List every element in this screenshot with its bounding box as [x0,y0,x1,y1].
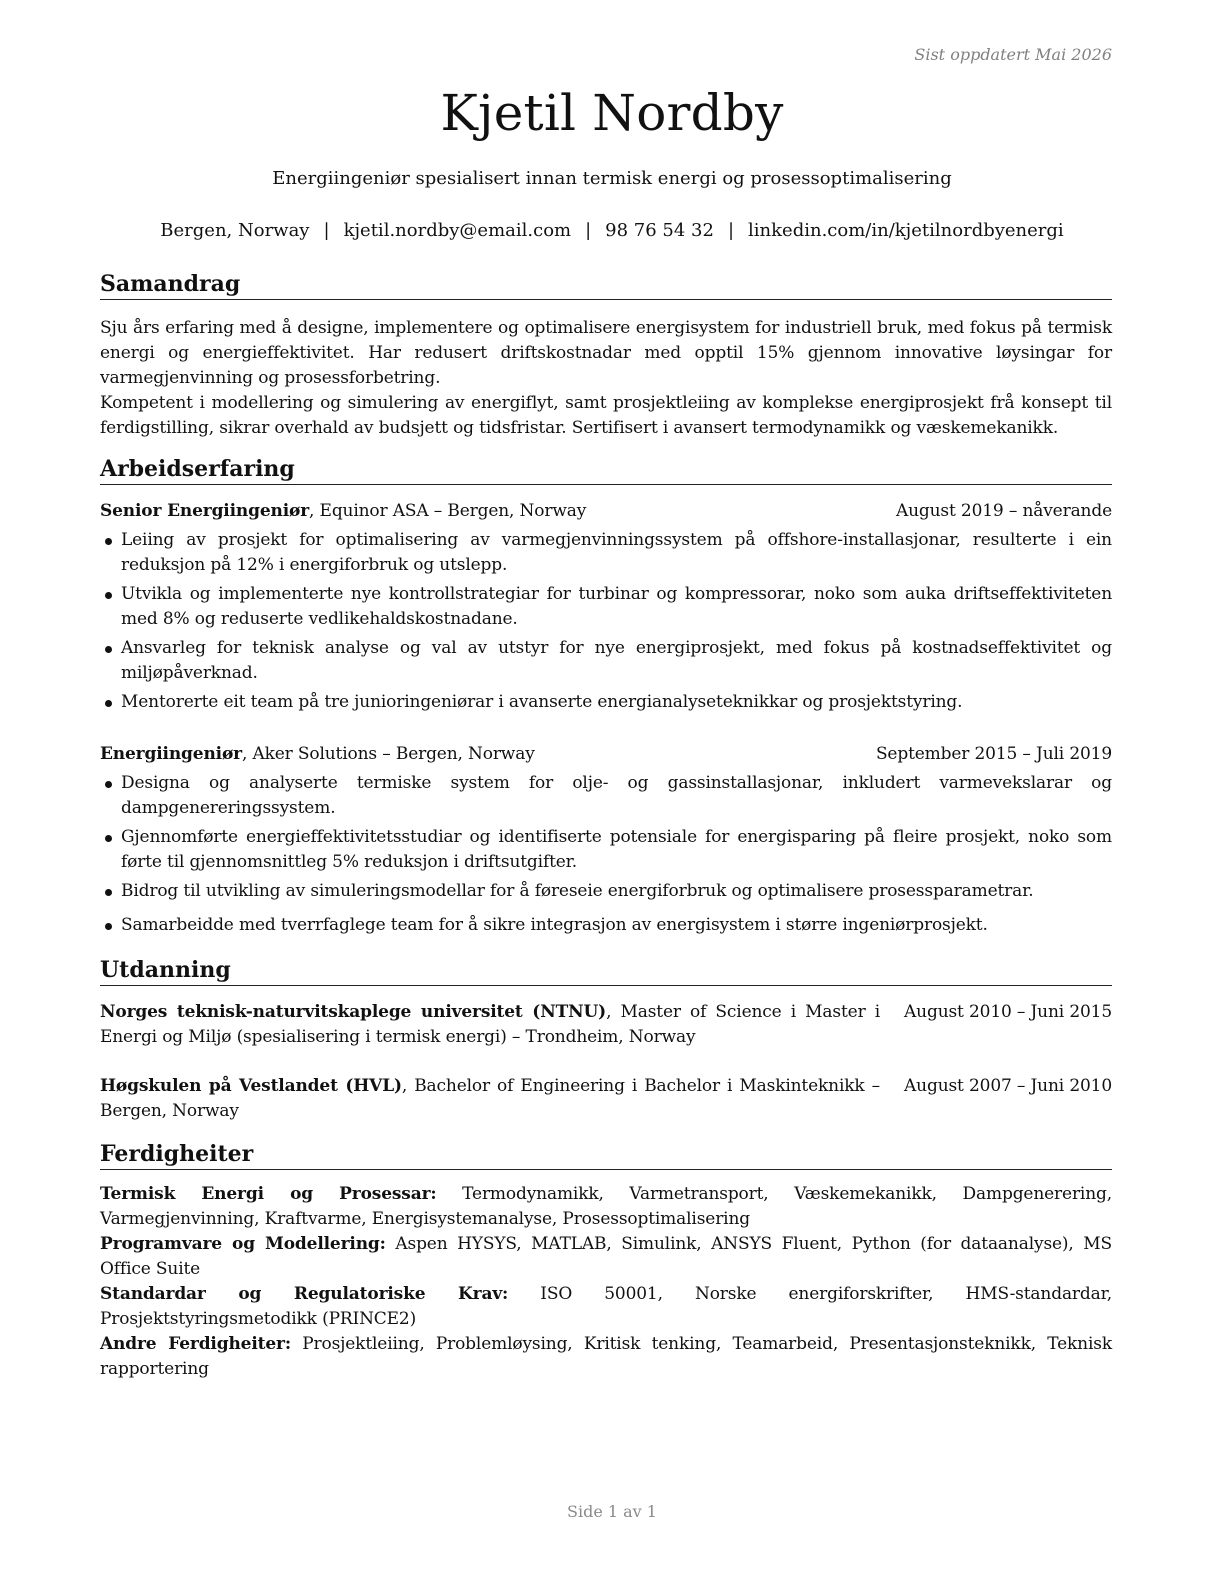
skill-label: Standardar og Regulatoriske Krav: [100,1284,509,1304]
education-dates: August 2010 – Juni 2015 [904,1002,1112,1022]
education-detail: , Bachelor of Engineering i Bachelor i Maskinteknikk – Bergen, Norway [100,1076,880,1121]
page-number: Side 1 av 1 [567,1502,657,1521]
job-entry [100,499,1112,715]
job-bullet: Designa og analyserte termiske system for olje- og gassinstallasjonar, inkludert varmevekslarar og dampgenereringssystem. [100,771,1112,821]
candidate-name: Kjetil Nordby [440,84,784,142]
contact-separator: | [323,220,330,241]
skill-text: Prosjektleiing, Problemløysing, Kritisk tenking, Teamarbeid, Presentasjonsteknikk, Teknisk rapportering [100,1334,1112,1379]
job-bullet: Mentorerte eit team på tre junioringeniørar i avanserte energianalyseteknikkar og prosjektstyring. [100,690,1112,715]
skill-row [100,1182,1112,1232]
skill-label: Andre Ferdigheiter: [100,1334,291,1354]
resume-body [100,270,1112,1382]
summary-paragraph: Sju års erfaring med å designe, implementere og optimalisere energisystem for industriell bruk, med fokus på termisk energi og energieffektivitet. Har redusert driftskostnadar med opptil 15% gjennom innovative løysingar for varmegjenvinning og prosessforbetring. [100,318,1112,388]
education-school: Høgskulen på Vestlandet (HVL) [100,1076,402,1096]
job-header [100,499,1112,524]
summary-paragraph: Kompetent i modellering og simulering av energiflyt, samt prosjektleiing av komplekse energiprosjekt frå konsept til ferdigstilling, sikrar overhald av budsjett og tidsfristar. Sertifisert i avansert termodynamikk og væskemekanikk. [100,393,1112,438]
education-school: Norges teknisk-naturvitskaplege universitet (NTNU) [100,1002,607,1022]
skill-row [100,1332,1112,1382]
job-company: , Equinor ASA – Bergen, Norway [309,501,587,521]
job-dates: August 2019 – nåverande [895,501,1112,521]
job-company: , Aker Solutions – Bergen, Norway [241,744,535,764]
job-title-line [100,499,586,524]
skill-text: Termodynamikk, Varmetransport, Væskemekanikk, Dampgenerering, Varmegjenvinning, Kraftvarme, Energisystemanalyse, Prosessoptimalisering [100,1184,1112,1229]
skill-text: Aspen HYSYS, MATLAB, Simulink, ANSYS Fluent, Python (for dataanalyse), MS Office Suite [100,1234,1112,1279]
education-dates: August 2007 – Juni 2010 [904,1076,1112,1096]
section-title-summary: Samandrag [100,270,1112,300]
job-bullets [100,528,1112,715]
skill-label: Programvare og Modellering: [100,1234,386,1254]
education-detail: , Master of Science i Master i Energi og Miljø (spesialisering i termisk energi) – Trondheim, Norway [100,1002,881,1047]
contact-line [0,220,1224,241]
section-title-skills: Ferdigheiter [100,1140,1112,1170]
tagline: Energiingeniør spesialisert innan termisk energi og prosessoptimalisering [272,168,952,189]
job-header [100,742,1112,767]
section-title-education: Utdanning [100,956,1112,986]
education-entry [100,1000,1112,1050]
job-role: Senior Energiingeniør [100,501,310,521]
job-bullet: Leiing av prosjekt for optimalisering av varmegjenvinningssystem på offshore-installasjonar, resulterte i ein reduksjon på 12% i energiforbruk og utslepp. [100,528,1112,578]
contact-location: Bergen, Norway [160,220,310,241]
contact-email[interactable]: kjetil.nordby@email.com [343,220,572,241]
last-updated: Sist oppdatert Mai 2026 [914,45,1112,64]
section-title-experience: Arbeidserfaring [100,455,1112,485]
contact-phone: 98 76 54 32 [605,220,714,241]
job-dates: September 2015 – Juli 2019 [875,744,1112,764]
contact-linkedin[interactable]: linkedin.com/in/kjetilnordbyenergi [748,220,1064,241]
job-bullets [100,771,1112,938]
skill-row [100,1232,1112,1282]
job-entry [100,742,1112,938]
education-entry [100,1074,1112,1124]
job-role: Energiingeniør [100,744,242,764]
job-bullet: Ansvarleg for teknisk analyse og val av utstyr for nye energiprosjekt, med fokus på kostnadseffektivitet og miljøpåverknad. [100,636,1112,686]
job-bullet: Gjennomførte energieffektivitetsstudiar og identifiserte potensiale for energisparing på fleire prosjekt, noko som førte til gjennomsnittleg 5% reduksjon i driftsutgifter. [100,825,1112,875]
contact-separator: | [585,220,592,241]
skill-row [100,1282,1112,1332]
job-bullet: Bidrog til utvikling av simuleringsmodellar for å føreseie energiforbruk og optimalisere prosessparametrar. [100,879,1112,904]
education-description [100,1000,880,1050]
job-bullet: Samarbeidde med tverrfaglege team for å sikre integrasjon av energisystem i større ingeniørprosjekt. [100,913,1112,938]
skill-text: ISO 50001, Norske energiforskrifter, HMS-standardar, Prosjektstyringsmetodikk (PRINCE2) [100,1284,1112,1329]
job-bullet: Utvikla og implementerte nye kontrollstrategiar for turbinar og kompressorar, noko som auka driftseffektiviteten med 8% og reduserte vedlikehaldskostnadane. [100,582,1112,632]
skill-label: Termisk Energi og Prosessar: [100,1184,437,1204]
contact-separator: | [727,220,735,241]
job-title-line [100,742,535,767]
education-description [100,1074,880,1124]
